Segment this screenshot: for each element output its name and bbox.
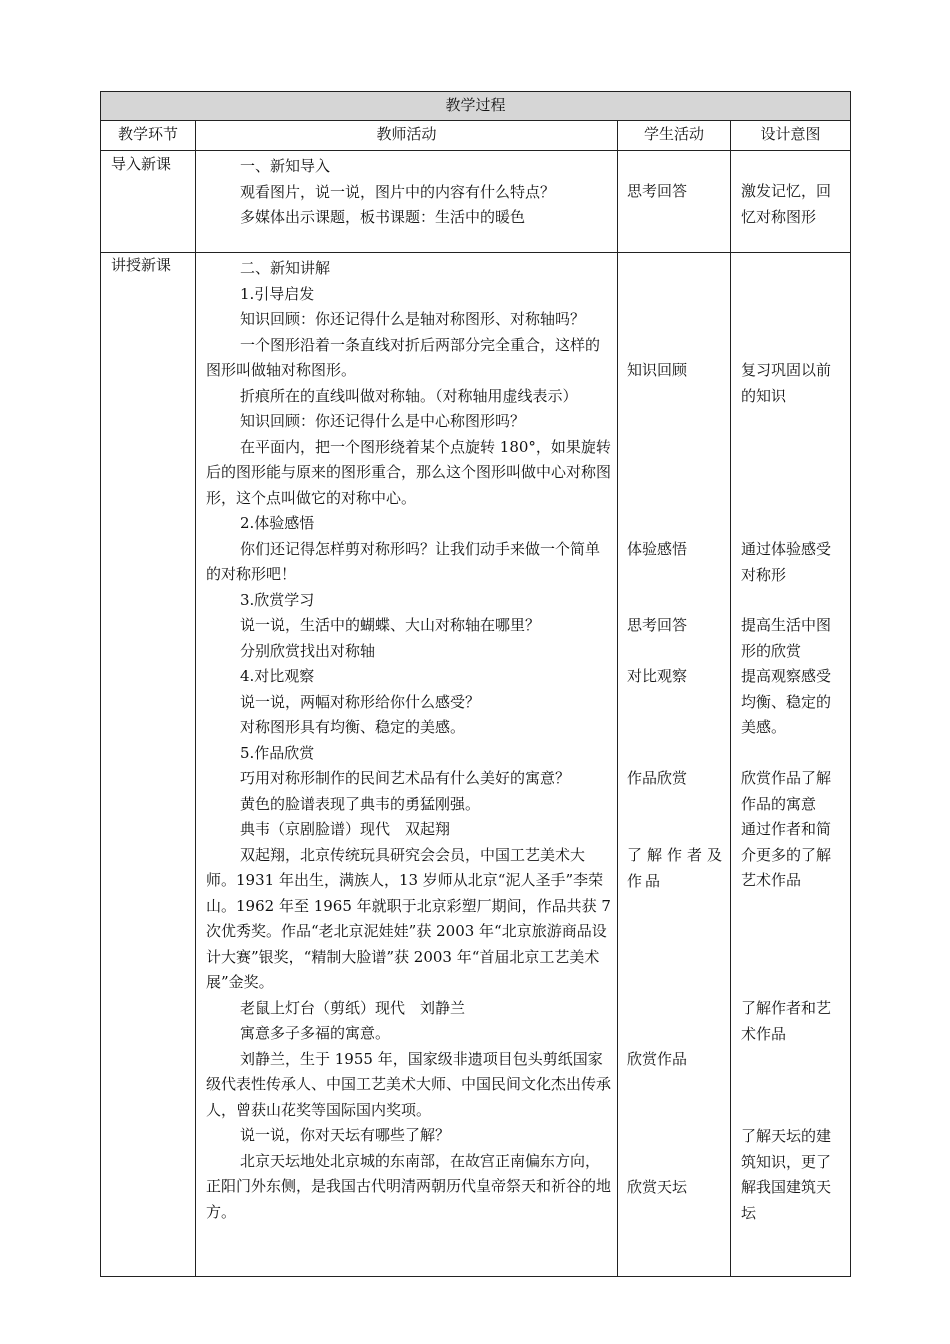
header-stage: 教学环节 [117,125,178,143]
teacher-line: 3.欣赏学习 [240,590,315,609]
student-activity: 了解作者及作品 [627,846,725,890]
teaching-process-table [100,91,851,1277]
teacher-line: 说一说，你对天坛有哪些了解？ [240,1126,451,1144]
teacher-line: 知识回顾：你还记得什么是中心称图形吗？ [240,412,526,430]
teacher-line: 观看图片，说一说，图片中的内容有什么特点？ [240,182,556,201]
student-activity: 思考回答 [627,616,688,634]
teacher-line: 5.作品欣赏 [240,743,315,762]
rule [101,150,850,151]
teacher-line: 你们还记得怎样剪对称形吗？让我们动手来做一个简单的对称形吧！ [206,539,601,583]
teacher-line: 北京天坛地处北京城的东南部，在故宫正南偏东方向，正阳门外东侧，是我国古代明清两朝历代皇帝祭天和祈谷的地方。 [206,1151,612,1221]
student-activity: 欣赏作品 [627,1050,688,1068]
teacher-line: 老鼠上灯台（剪纸）现代 刘静兰 [240,998,466,1017]
teacher-line: 在平面内，把一个图形绕着某个点旋转 180°，如果旋转后的图形能与原来的图形重合，那么这个图形叫做中心对称图形，这个点叫做它的对称中心。 [206,437,612,507]
design-intent: 提高观察感受均衡、稳定的美感。 [741,667,832,736]
teacher-line: 典韦（京剧脸谱）现代 双起翔 [240,820,451,838]
student-activity: 作品欣赏 [627,769,688,787]
rule [101,120,850,121]
rule [195,120,196,1276]
rule [101,252,850,253]
teacher-line: 折痕所在的直线叫做对称轴。（对称轴用虚线表示） [240,386,578,405]
design-intent: 了解作者和艺术作品 [741,999,832,1043]
teacher-line: 多媒体出示课题，板书课题：生活中的暖色 [240,208,526,226]
teacher-line: 1.引导启发 [240,284,315,303]
teacher-line: 一个图形沿着一条直线对折后两部分完全重合，这样的图形叫做轴对称图形。 [206,335,601,379]
student-activity: 知识回顾 [627,361,688,379]
stage-cell: 讲授新课 [111,256,172,274]
teacher-line: 说一说，两幅对称形给你什么感受？ [240,692,481,711]
teacher-line: 寓意多子多福的寓意。 [240,1024,391,1042]
teacher-line: 刘静兰，生于 1955 年，国家级非遗项目包头剪纸国家级代表性传承人、中国工艺美术大师、中国民间文化杰出传承人，曾获山花奖等国际国内奖项。 [206,1049,612,1119]
teacher-line: 知识回顾：你还记得什么是轴对称图形、对称轴吗？ [240,310,586,328]
student-activity: 体验感悟 [627,540,688,558]
teacher-line: 说一说，生活中的蝴蝶、大山对称轴在哪里？ [240,616,541,634]
teacher-line: 一、新知导入 [240,157,331,175]
student-activity: 对比观察 [627,667,688,685]
design-intent: 通过体验感受对称形 [741,540,832,584]
teacher-line: 4.对比观察 [240,667,315,685]
header-intent: 设计意图 [760,125,821,143]
design-intent: 了解天坛的建筑知识，更了解我国建筑天坛 [741,1127,832,1222]
design-intent: 复习巩固以前的知识 [741,361,832,405]
teacher-activity-cell [206,256,611,1225]
teacher-activity-cell [206,154,611,231]
teacher-line: 黄色的脸谱表现了典韦的勇猛刚强。 [240,794,481,813]
teacher-line: 双起翔，北京传统玩具研究会会员，中国工艺美术大师。1931 年出生，满族人，13 岁师从北京“泥人圣手”李荣山。1962 年至 1965 年就职于北京彩塑厂期间，作品共获 7 次优秀奖。作品“老北京泥娃娃”获 2003 年“北京旅游商品设计大赛”银奖，“精制大脸谱”获 2003 年“首届北京工艺美术展”金奖。 [206,845,611,991]
design-intent: 通过作者和简介更多的了解艺术作品 [741,820,832,889]
teacher-line: 2.体验感悟 [240,514,315,532]
table-title: 教学过程 [445,96,506,114]
student-activity: 欣赏天坛 [627,1178,688,1196]
design-intent: 提高生活中图形的欣赏 [741,616,832,660]
teacher-line: 巧用对称形制作的民间艺术品有什么美好的寓意？ [240,769,571,787]
rule [730,120,731,1276]
design-intent: 欣赏作品了解作品的寓意 [741,769,832,813]
teacher-line: 二、新知讲解 [240,259,331,277]
student-activity: 思考回答 [627,182,688,200]
teacher-line: 分别欣赏找出对称轴 [240,641,376,660]
header-student: 学生活动 [643,125,704,143]
design-intent: 激发记忆，回忆对称图形 [741,182,832,226]
teacher-line: 对称图形具有均衡、稳定的美感。 [240,718,466,736]
header-teacher: 教师活动 [376,125,437,143]
rule [617,120,618,1276]
stage-cell: 导入新课 [111,155,172,173]
